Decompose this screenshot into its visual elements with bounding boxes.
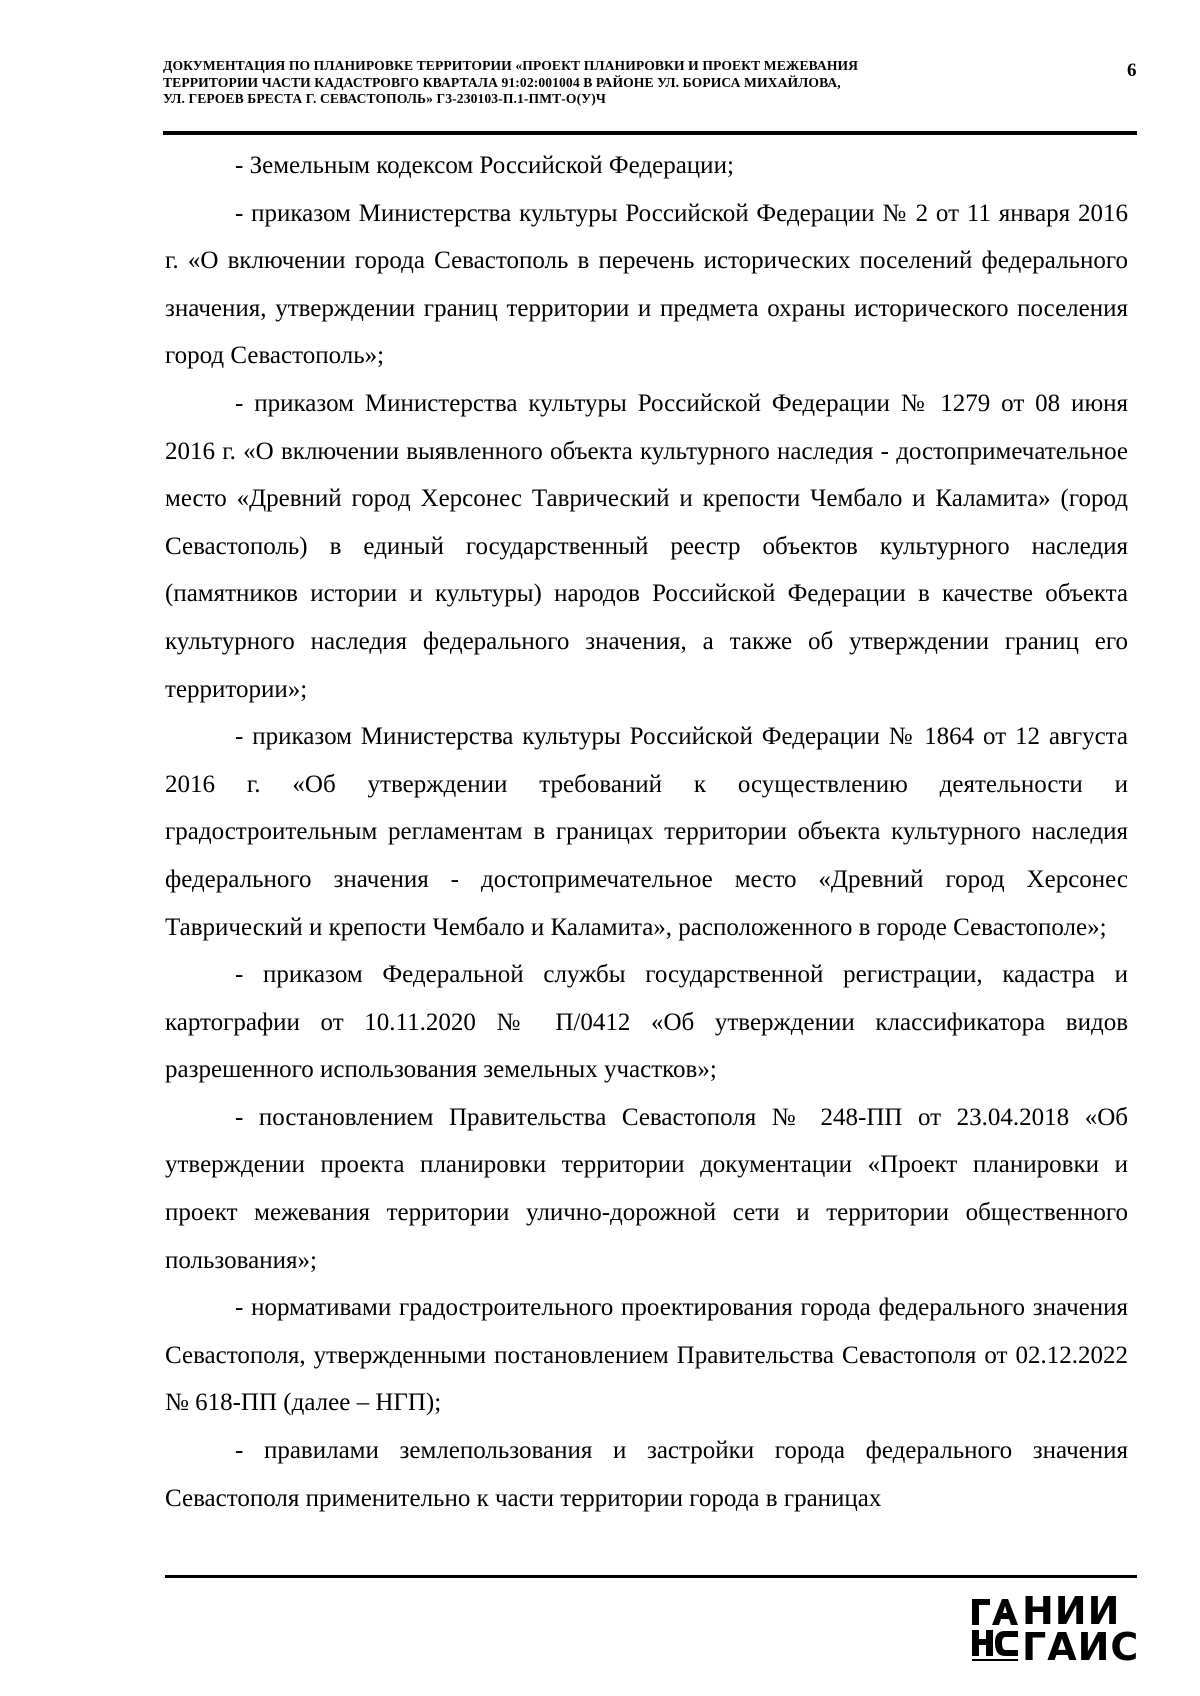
paragraph: - Земельным кодексом Российской Федерации; — [235, 152, 734, 179]
paragraph: - приказом Министерства культуры Российской Федерации № 2 от 11 января 2016 г. «О включении города Севастополь в перечень исторических поселений федерального значения, утверждении границ территории и предмета охраны исторического поселения город Севастополь»; — [165, 199, 1128, 370]
logo-mark-icon — [970, 1597, 1020, 1663]
page-number: 6 — [1127, 60, 1137, 81]
footer-divider — [165, 1575, 1137, 1578]
logo-text-line-1: НИИ — [1022, 1589, 1121, 1633]
header-line-2: ТЕРРИТОРИИ ЧАСТИ КАДАСТРОВГО КВАРТАЛА 91:02:001004 В РАЙОНЕ УЛ. БОРИСА МИХАЙЛОВА, — [163, 74, 841, 90]
niigais-logo — [970, 1589, 1140, 1669]
document-body — [165, 142, 1128, 1522]
paragraph: - постановлением Правительства Севастополя № 248-ПП от 23.04.2018 «Об утверждении проекта планировки территории документации «Проект планировки и проект межевания территории улично-дорожной сети и территории общественного пользования»; — [165, 1103, 1128, 1274]
header-divider — [163, 131, 1137, 135]
paragraph: - приказом Министерства культуры Российской Федерации № 1864 от 12 августа 2016 г. «Об утверждении требований к осуществлению деятельности и градостроительным регламентам в границах территории объекта культурного наследия федерального значения - достопримечательное место «Древний город Херсонес Таврический и крепости Чембало и Каламита», расположенного в городе Севастополе»; — [165, 723, 1128, 941]
document-header — [163, 58, 1063, 108]
paragraph: - приказом Федеральной службы государственной регистрации, кадастра и картографии от 10.11.2020 № П/0412 «Об утверждении классификатора видов разрешенного использования земельных участков»; — [165, 961, 1128, 1084]
logo-text-line-2: ГАИС — [1022, 1625, 1140, 1669]
paragraph: - нормативами градостроительного проектирования города федерального значения Севастополя, утвержденными постановлением Правительства Севастополя от 02.12.2022 № 618-ПП (далее – НГП); — [165, 1294, 1128, 1417]
paragraph: - правилами землепользования и застройки города федерального значения Севастополя применительно к части территории города в границах — [165, 1437, 1128, 1512]
header-line-3: УЛ. ГЕРОЕВ БРЕСТА Г. СЕВАСТОПОЛЬ» Г3-230103-П.1-ПМТ-О(У)Ч — [163, 91, 606, 106]
logo-text — [1022, 1589, 1140, 1669]
header-line-1: ДОКУМЕНТАЦИЯ ПО ПЛАНИРОВКЕ ТЕРРИТОРИИ «ПРОЕКТ ПЛАНИРОВКИ И ПРОЕКТ МЕЖЕВАНИЯ — [163, 58, 859, 73]
paragraph: - приказом Министерства культуры Российской Федерации № 1279 от 08 июня 2016 г. «О включении выявленного объекта культурного наследия - достопримечательное место «Древний город Херсонес Таврический и крепости Чембало и Каламита» (город Севастополь) в единый государственный реестр объектов культурного наследия (памятников истории и культуры) народов Российской Федерации в качестве объекта культурного наследия федерального значения, а также об утверждении границ его территории»; — [165, 389, 1128, 703]
